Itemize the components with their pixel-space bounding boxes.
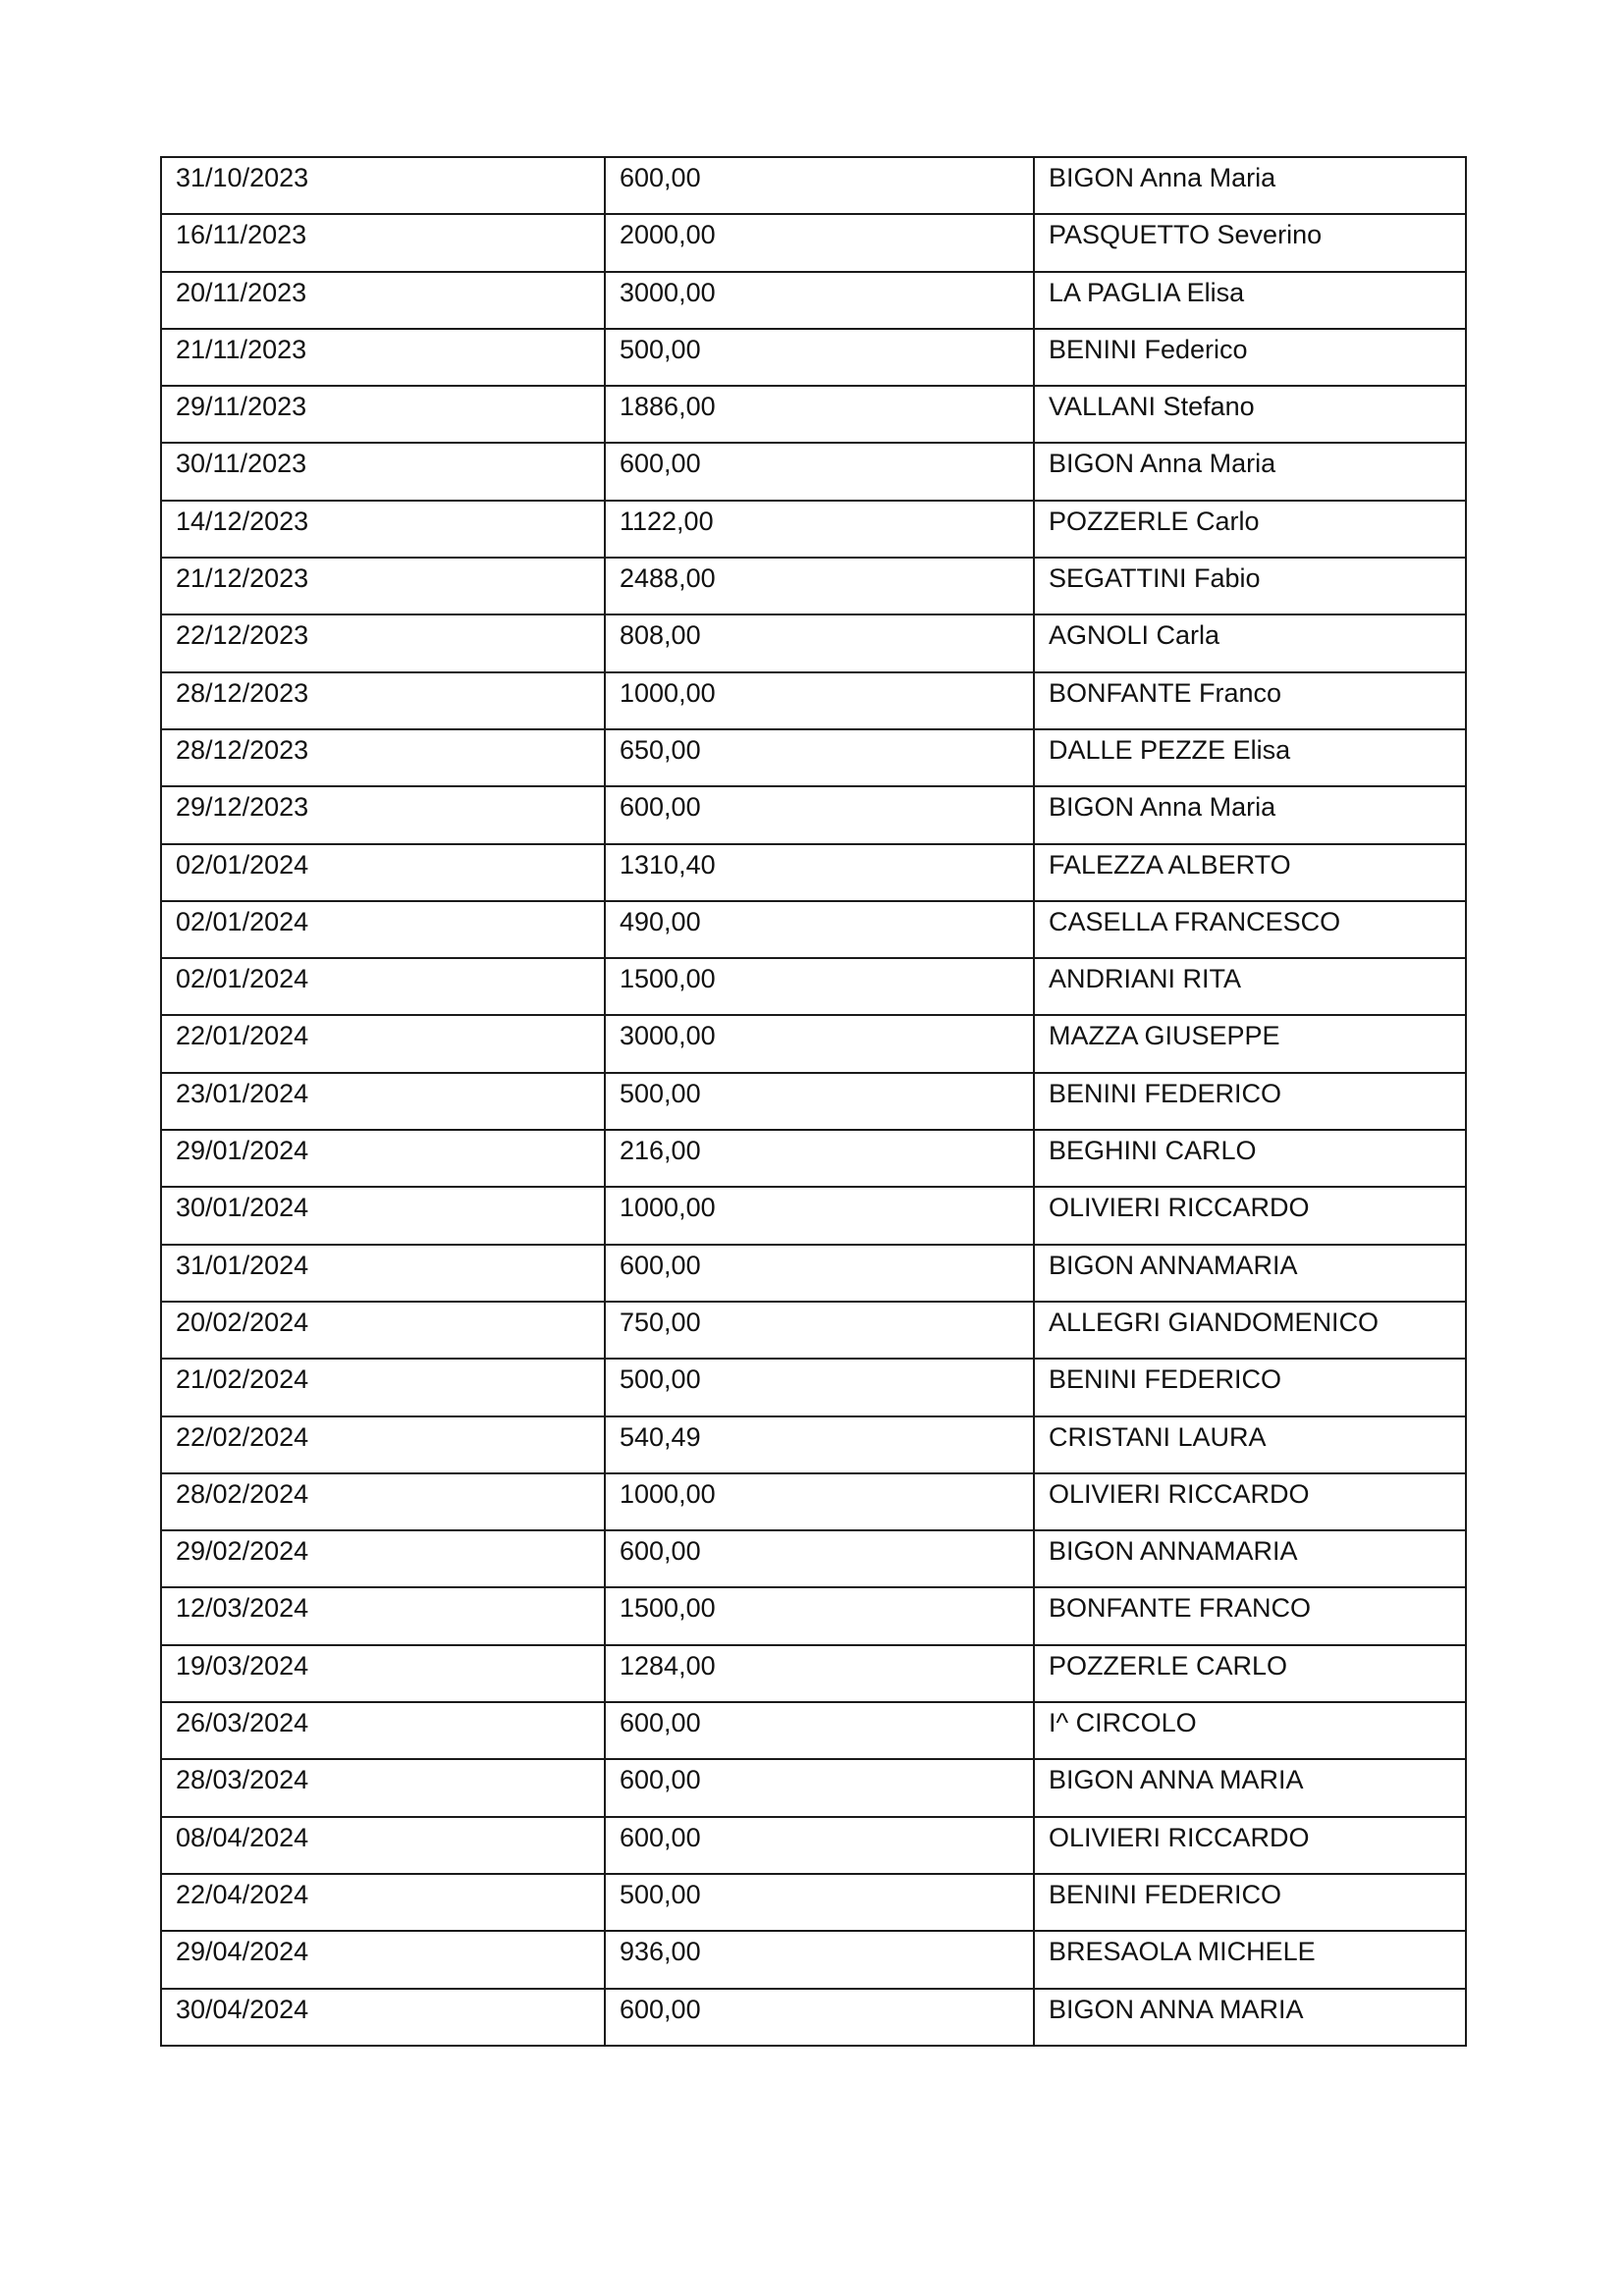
date-cell: 22/04/2024 <box>161 1874 605 1931</box>
amount-cell: 600,00 <box>605 1245 1034 1302</box>
name-cell: BRESAOLA MICHELE <box>1034 1931 1466 1988</box>
date-cell: 21/02/2024 <box>161 1359 605 1415</box>
table-row <box>161 1702 1466 1759</box>
date-cell: 22/12/2023 <box>161 614 605 671</box>
amount-cell: 216,00 <box>605 1130 1034 1187</box>
table-row <box>161 1416 1466 1473</box>
amount-cell: 3000,00 <box>605 272 1034 329</box>
name-cell: BEGHINI CARLO <box>1034 1130 1466 1187</box>
name-cell: SEGATTINI Fabio <box>1034 558 1466 614</box>
table-row <box>161 558 1466 614</box>
amount-cell: 600,00 <box>605 786 1034 843</box>
date-cell: 30/04/2024 <box>161 1989 605 2046</box>
table-row <box>161 844 1466 901</box>
amount-cell: 1000,00 <box>605 1473 1034 1530</box>
table-row <box>161 958 1466 1015</box>
amount-cell: 1500,00 <box>605 1587 1034 1644</box>
name-cell: MAZZA GIUSEPPE <box>1034 1015 1466 1072</box>
amount-cell: 936,00 <box>605 1931 1034 1988</box>
amount-cell: 490,00 <box>605 901 1034 958</box>
name-cell: BIGON ANNAMARIA <box>1034 1245 1466 1302</box>
date-cell: 29/12/2023 <box>161 786 605 843</box>
amount-cell: 3000,00 <box>605 1015 1034 1072</box>
name-cell: FALEZZA ALBERTO <box>1034 844 1466 901</box>
amount-cell: 500,00 <box>605 1359 1034 1415</box>
name-cell: BONFANTE FRANCO <box>1034 1587 1466 1644</box>
name-cell: BIGON Anna Maria <box>1034 157 1466 214</box>
table-row <box>161 272 1466 329</box>
table-row <box>161 157 1466 214</box>
date-cell: 21/11/2023 <box>161 329 605 386</box>
date-cell: 30/01/2024 <box>161 1187 605 1244</box>
table-row <box>161 1989 1466 2046</box>
amount-cell: 600,00 <box>605 157 1034 214</box>
table-row <box>161 214 1466 271</box>
name-cell: LA PAGLIA Elisa <box>1034 272 1466 329</box>
table-row <box>161 1073 1466 1130</box>
date-cell: 08/04/2024 <box>161 1817 605 1874</box>
table-row <box>161 501 1466 558</box>
table-row <box>161 1530 1466 1587</box>
name-cell: VALLANI Stefano <box>1034 386 1466 443</box>
table-row <box>161 1245 1466 1302</box>
amount-cell: 500,00 <box>605 329 1034 386</box>
table-row <box>161 1645 1466 1702</box>
table-row <box>161 386 1466 443</box>
name-cell: PASQUETTO Severino <box>1034 214 1466 271</box>
name-cell: BENINI Federico <box>1034 329 1466 386</box>
date-cell: 28/12/2023 <box>161 672 605 729</box>
name-cell: CASELLA FRANCESCO <box>1034 901 1466 958</box>
date-cell: 21/12/2023 <box>161 558 605 614</box>
table-row <box>161 1302 1466 1359</box>
amount-cell: 808,00 <box>605 614 1034 671</box>
date-cell: 12/03/2024 <box>161 1587 605 1644</box>
table-row <box>161 729 1466 786</box>
date-cell: 16/11/2023 <box>161 214 605 271</box>
date-cell: 23/01/2024 <box>161 1073 605 1130</box>
amount-cell: 2000,00 <box>605 214 1034 271</box>
name-cell: AGNOLI Carla <box>1034 614 1466 671</box>
table-row <box>161 672 1466 729</box>
amount-cell: 600,00 <box>605 1817 1034 1874</box>
payments-table <box>160 156 1467 2047</box>
table-row <box>161 1874 1466 1931</box>
amount-cell: 2488,00 <box>605 558 1034 614</box>
date-cell: 19/03/2024 <box>161 1645 605 1702</box>
table-row <box>161 1359 1466 1415</box>
amount-cell: 1886,00 <box>605 386 1034 443</box>
amount-cell: 500,00 <box>605 1073 1034 1130</box>
date-cell: 29/02/2024 <box>161 1530 605 1587</box>
date-cell: 02/01/2024 <box>161 901 605 958</box>
name-cell: ALLEGRI GIANDOMENICO <box>1034 1302 1466 1359</box>
date-cell: 20/02/2024 <box>161 1302 605 1359</box>
name-cell: BENINI FEDERICO <box>1034 1359 1466 1415</box>
amount-cell: 1000,00 <box>605 672 1034 729</box>
name-cell: BENINI FEDERICO <box>1034 1073 1466 1130</box>
date-cell: 31/01/2024 <box>161 1245 605 1302</box>
name-cell: BIGON Anna Maria <box>1034 443 1466 500</box>
amount-cell: 600,00 <box>605 1759 1034 1816</box>
name-cell: CRISTANI LAURA <box>1034 1416 1466 1473</box>
amount-cell: 540,49 <box>605 1416 1034 1473</box>
amount-cell: 1500,00 <box>605 958 1034 1015</box>
name-cell: OLIVIERI RICCARDO <box>1034 1473 1466 1530</box>
date-cell: 14/12/2023 <box>161 501 605 558</box>
name-cell: BIGON ANNAMARIA <box>1034 1530 1466 1587</box>
table-row <box>161 1931 1466 1988</box>
table-row <box>161 614 1466 671</box>
amount-cell: 600,00 <box>605 1702 1034 1759</box>
amount-cell: 1310,40 <box>605 844 1034 901</box>
name-cell: BENINI FEDERICO <box>1034 1874 1466 1931</box>
table-row <box>161 1473 1466 1530</box>
name-cell: ANDRIANI RITA <box>1034 958 1466 1015</box>
name-cell: BIGON ANNA MARIA <box>1034 1989 1466 2046</box>
table-row <box>161 1587 1466 1644</box>
payments-table-body <box>161 157 1466 2046</box>
date-cell: 28/12/2023 <box>161 729 605 786</box>
amount-cell: 650,00 <box>605 729 1034 786</box>
date-cell: 02/01/2024 <box>161 958 605 1015</box>
name-cell: OLIVIERI RICCARDO <box>1034 1817 1466 1874</box>
name-cell: BIGON Anna Maria <box>1034 786 1466 843</box>
date-cell: 30/11/2023 <box>161 443 605 500</box>
name-cell: I^ CIRCOLO <box>1034 1702 1466 1759</box>
date-cell: 28/02/2024 <box>161 1473 605 1530</box>
date-cell: 31/10/2023 <box>161 157 605 214</box>
table-row <box>161 329 1466 386</box>
table-row <box>161 901 1466 958</box>
date-cell: 20/11/2023 <box>161 272 605 329</box>
name-cell: POZZERLE Carlo <box>1034 501 1466 558</box>
date-cell: 29/04/2024 <box>161 1931 605 1988</box>
date-cell: 29/01/2024 <box>161 1130 605 1187</box>
amount-cell: 600,00 <box>605 443 1034 500</box>
amount-cell: 750,00 <box>605 1302 1034 1359</box>
amount-cell: 600,00 <box>605 1989 1034 2046</box>
name-cell: BIGON ANNA MARIA <box>1034 1759 1466 1816</box>
table-row <box>161 443 1466 500</box>
amount-cell: 1122,00 <box>605 501 1034 558</box>
amount-cell: 500,00 <box>605 1874 1034 1931</box>
table-row <box>161 1130 1466 1187</box>
table-row <box>161 1187 1466 1244</box>
table-row <box>161 1759 1466 1816</box>
amount-cell: 1000,00 <box>605 1187 1034 1244</box>
table-row <box>161 786 1466 843</box>
date-cell: 22/02/2024 <box>161 1416 605 1473</box>
amount-cell: 1284,00 <box>605 1645 1034 1702</box>
amount-cell: 600,00 <box>605 1530 1034 1587</box>
date-cell: 02/01/2024 <box>161 844 605 901</box>
table-row <box>161 1015 1466 1072</box>
name-cell: POZZERLE CARLO <box>1034 1645 1466 1702</box>
name-cell: DALLE PEZZE Elisa <box>1034 729 1466 786</box>
name-cell: BONFANTE Franco <box>1034 672 1466 729</box>
name-cell: OLIVIERI RICCARDO <box>1034 1187 1466 1244</box>
date-cell: 29/11/2023 <box>161 386 605 443</box>
date-cell: 28/03/2024 <box>161 1759 605 1816</box>
table-row <box>161 1817 1466 1874</box>
date-cell: 22/01/2024 <box>161 1015 605 1072</box>
date-cell: 26/03/2024 <box>161 1702 605 1759</box>
